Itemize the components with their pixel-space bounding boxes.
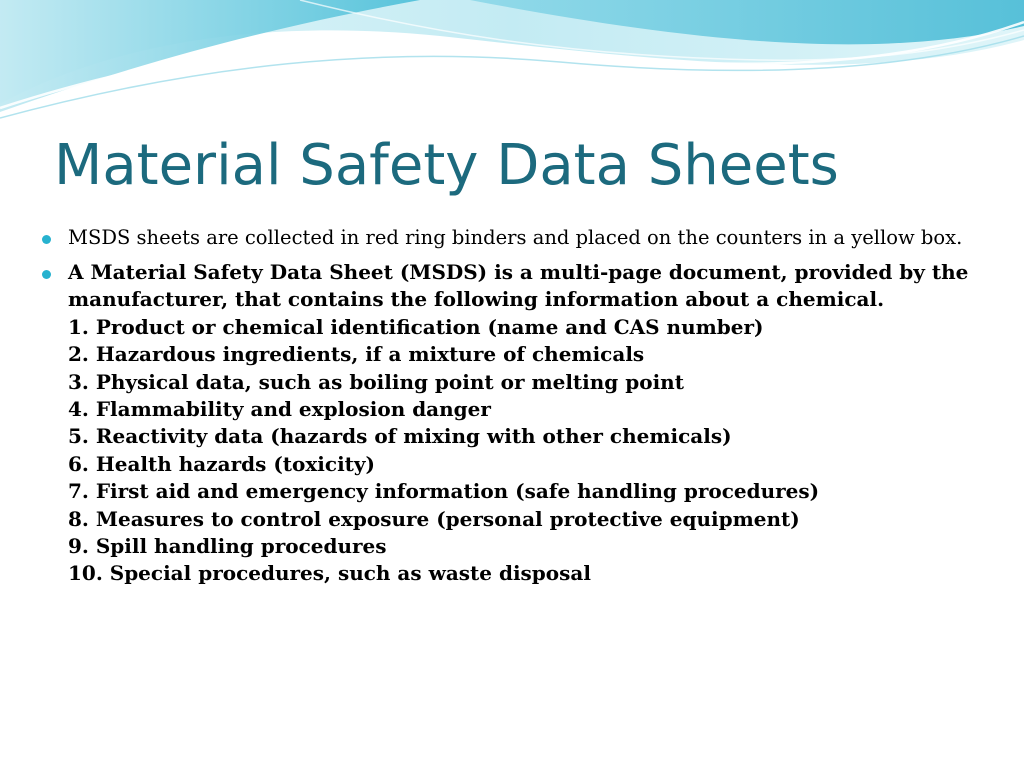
bullet-list [40, 224, 1000, 588]
list-item-1: 1. Product or chemical identification (name and CAS number) [68, 314, 764, 339]
list-item-10: 10. Special procedures, such as waste disposal [68, 561, 591, 586]
bullet-text: MSDS sheets are collected in red ring binders and placed on the counters in a yellow box. [68, 226, 963, 249]
list-item-9: 9. Spill handling procedures [68, 534, 387, 559]
decorative-wave-header [0, 0, 1024, 130]
bullet-dot-icon [42, 235, 51, 244]
bullet-dot-icon [42, 270, 51, 279]
bullet-item-msds-storage [40, 224, 1000, 251]
slide-title: Material Safety Data Sheets [54, 133, 839, 198]
list-item-7: 7. First aid and emergency information (safe handling procedures) [68, 479, 820, 504]
list-item-4: 4. Flammability and explosion danger [68, 397, 491, 422]
list-item-3: 3. Physical data, such as boiling point or melting point [68, 369, 684, 394]
list-item-6: 6. Health hazards (toxicity) [68, 451, 375, 476]
list-item-5: 5. Reactivity data (hazards of mixing with other chemicals) [68, 424, 732, 449]
list-item-2: 2. Hazardous ingredients, if a mixture of chemicals [68, 342, 645, 367]
bullet-item-msds-definition [40, 259, 1000, 588]
list-item-8: 8. Measures to control exposure (personal protective equipment) [68, 506, 800, 531]
bullet-intro-text: A Material Safety Data Sheet (MSDS) is a multi-page document, provided by the manufacturer, that contains the following information about a chemical. [68, 260, 969, 312]
